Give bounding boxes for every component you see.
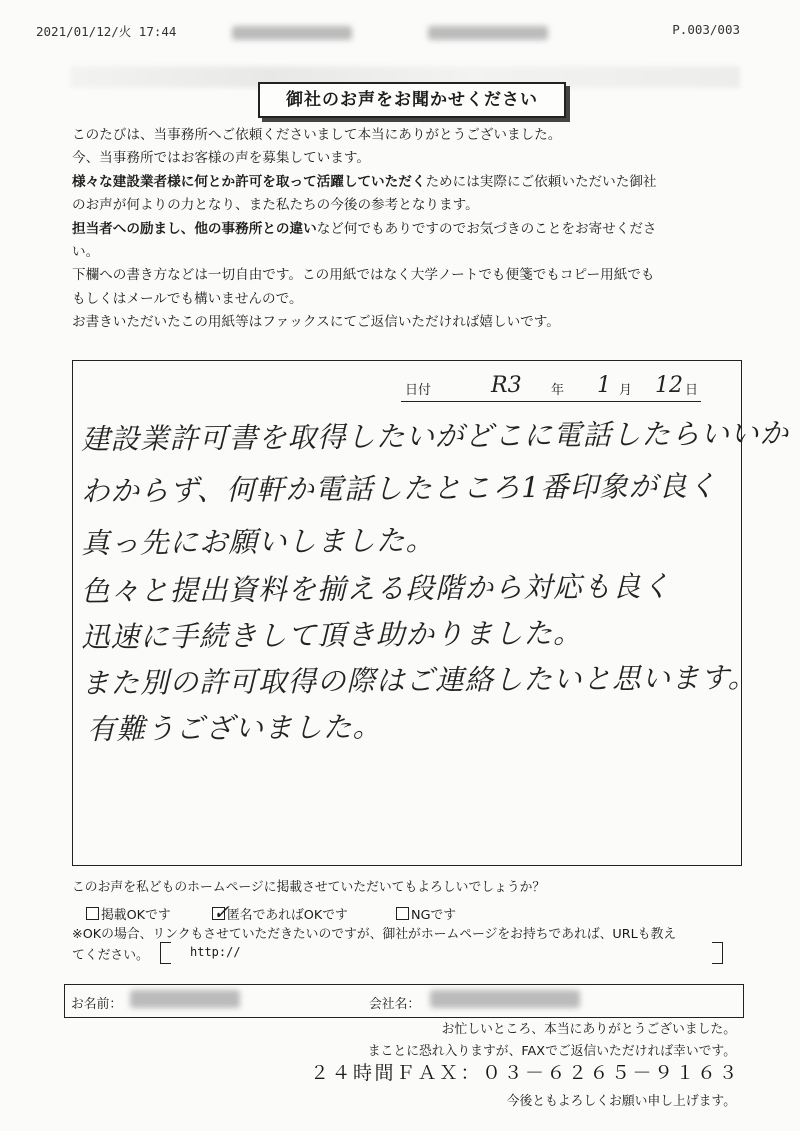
redacted-company-name xyxy=(430,990,580,1008)
message-line: 有難うございました。 xyxy=(86,710,383,746)
checkbox-anonymous-ok[interactable] xyxy=(212,900,230,924)
reply-request-text: まことに恐れ入りますが、FAXでご返信いただければ幸いです。 xyxy=(367,1044,736,1059)
intro-line: のお声が何よりの力となり、また私たちの今後の参考となります。 xyxy=(72,197,479,214)
date-label: 日付 xyxy=(405,383,432,398)
intro-text-span: など何でもありですのでお気づきのことをお寄せくださ xyxy=(316,220,657,237)
day-label: 日 xyxy=(685,383,699,398)
feedback-box xyxy=(72,360,790,866)
intro-line: もしくはメールでも構いませんので。 xyxy=(72,290,303,307)
url-field[interactable]: http:// xyxy=(190,945,241,959)
month-label: 月 xyxy=(619,383,633,398)
intro-bold-text: 様々な建設業者様に何とか許可を取って活躍していただく xyxy=(72,173,426,190)
page-title: 御社のお声をお聞かせください xyxy=(258,82,566,118)
option-label: 匿名であればOKです xyxy=(227,908,348,923)
intro-line: 今、当事務所ではお客様の声を募集しています。 xyxy=(72,150,370,167)
fax-header xyxy=(36,22,740,42)
url-note-line: ※OKの場合、リンクもさせていただきたいのですが、御社がホームページをお持ちであれば、URLも教え xyxy=(72,927,677,942)
checkbox-publish-ng[interactable] xyxy=(396,907,409,920)
url-note xyxy=(72,924,744,966)
option-label: 掲載OKです xyxy=(101,908,171,923)
url-bracket-left xyxy=(160,942,171,964)
url-bracket-right xyxy=(712,942,723,964)
fax-number: ２４時間ＦＡＸ：０３－６２６５－９１６３ xyxy=(309,1062,740,1084)
closing-text: 今後ともよろしくお願い申し上げます。 xyxy=(506,1094,736,1109)
publish-question: このお声を私どものホームページに掲載させていただいてもよろしいでしょうか？ xyxy=(72,880,546,895)
redacted-sender-name xyxy=(232,26,352,40)
message-line: 建設業許可書を取得したいがどこに電話したらいいか xyxy=(80,416,790,456)
date-day-handwritten: 12 xyxy=(655,373,683,398)
thanks-text: お忙しいところ、本当にありがとうございました。 xyxy=(441,1022,736,1037)
message-line: 色々と提出資料を揃える段階から対応も良く xyxy=(80,569,672,608)
url-note-line: てください。 xyxy=(72,948,149,963)
checkbox-publish-ok[interactable] xyxy=(86,907,99,920)
message-line: 真っ先にお願いしました。 xyxy=(80,523,436,560)
date-month-handwritten: 1 xyxy=(597,373,611,398)
intro-line: い。 xyxy=(72,244,100,261)
intro-line: このたびは、当事務所へご依頼くださいまして本当にありがとうございました。 xyxy=(72,127,562,143)
name-label: お名前： xyxy=(71,997,123,1012)
intro-line xyxy=(72,218,744,241)
intro-text xyxy=(72,124,744,335)
company-label: 会社名： xyxy=(369,997,421,1012)
intro-text-span: ためには実際にご依頼いただいた御社 xyxy=(425,173,657,190)
message-line: 迅速に手続きして頂き助かりました。 xyxy=(80,616,583,654)
redacted-sender-number xyxy=(428,26,548,40)
fax-page-number: P.003/003 xyxy=(672,22,740,37)
option-anonymous-ok[interactable] xyxy=(212,900,348,924)
message-line: わからず、何軒か電話したところ1番印象が良く xyxy=(80,469,718,508)
intro-line: 下欄への書き方などは一切自由です。この用紙ではなく大学ノートでも便箋でもコピー用紙でも xyxy=(72,267,655,284)
date-era-handwritten: R3 xyxy=(491,373,522,398)
date-row xyxy=(401,375,701,402)
year-label: 年 xyxy=(551,383,565,398)
intro-bold-text: 担当者への励まし、他の事務所との違い xyxy=(72,220,317,237)
intro-line: お書きいただいたこの用紙等はファックスにてご返信いただければ嬉しいです。 xyxy=(72,314,560,331)
option-publish-ok[interactable] xyxy=(86,904,171,923)
intro-line xyxy=(72,171,744,194)
message-line: また別の許可取得の際はご連絡したいと思います。 xyxy=(80,661,758,700)
redacted-customer-name xyxy=(130,990,240,1008)
fax-datetime: 2021/01/12/火 17:44 xyxy=(36,24,177,39)
option-publish-ng[interactable] xyxy=(396,904,456,923)
option-label: NGです xyxy=(411,908,457,923)
check-mark-icon: ✓ xyxy=(213,900,230,924)
